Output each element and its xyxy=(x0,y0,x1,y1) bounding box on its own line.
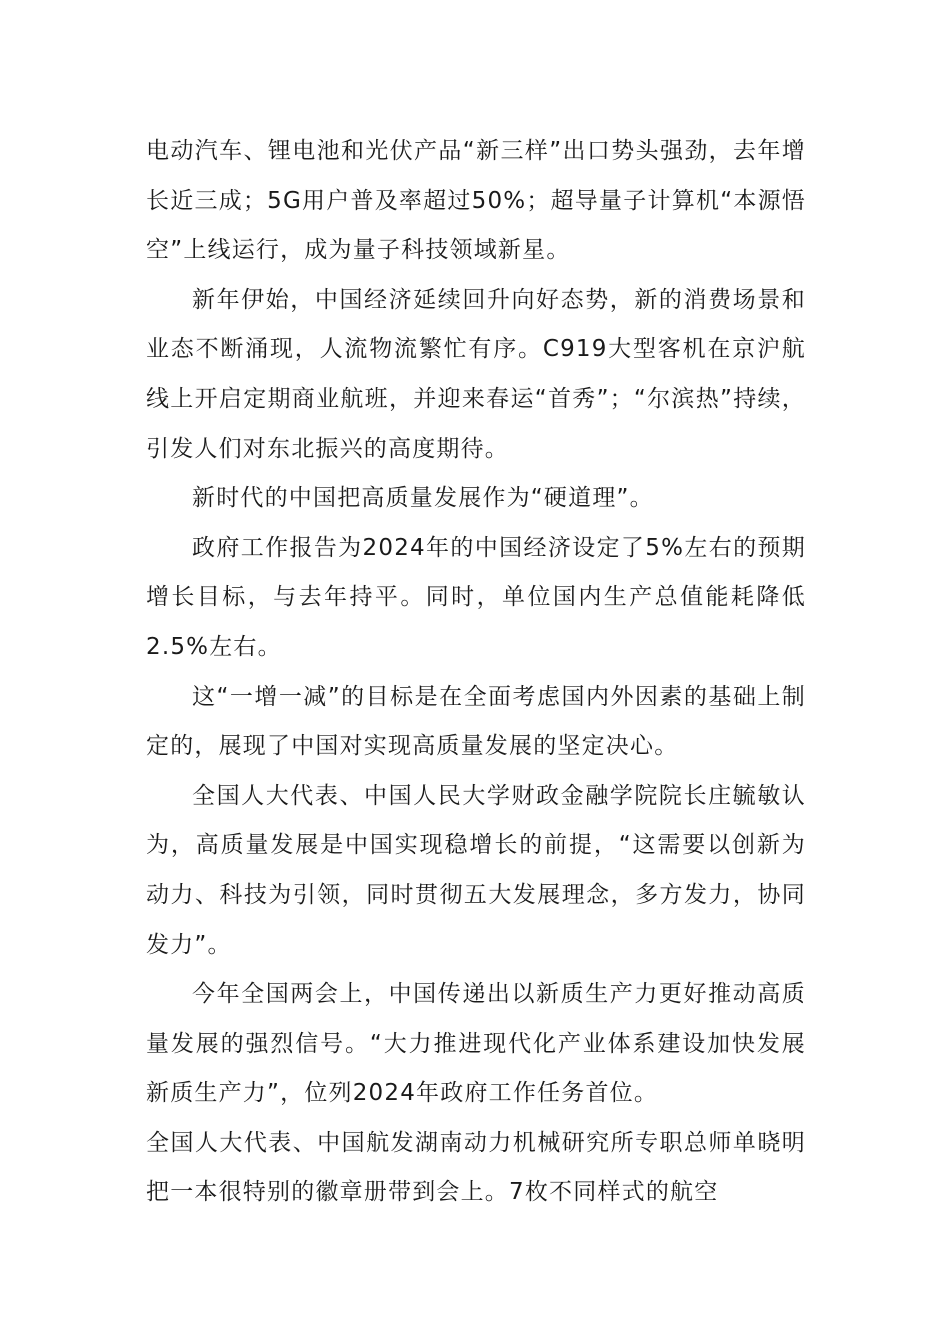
paragraph-3: 新时代的中国把高质量发展作为“硬道理”。 xyxy=(192,485,654,512)
paragraph-6: 全国人大代表、中国人民大学财政金融学院院长庄毓敏认为，高质量发展是中国实现稳增长的前提，“这需要以创新为动力、科技为引领，同时贯彻五大发展理念，多方发力，协同发力”。 xyxy=(146,782,806,958)
document-body xyxy=(146,127,806,1218)
paragraph-5: 这“一增一减”的目标是在全面考虑国内外因素的基础上制定的，展现了中国对实现高质量发展的坚定决心。 xyxy=(146,683,806,760)
paragraph-1: 电动汽车、锂电池和光伏产品“新三样”出口势头强劲，去年增长近三成；5G用户普及率超过50%；超导量子计算机“本源悟空”上线运行，成为量子科技领域新星。 xyxy=(146,138,806,264)
paragraph-8: 全国人大代表、中国航发湖南动力机械研究所专职总师单晓明把一本很特别的徽章册带到会上。7枚不同样式的航空 xyxy=(146,1129,806,1206)
paragraph-2: 新年伊始，中国经济延续回升向好态势，新的消费场景和业态不断涌现，人流物流繁忙有序。C919大型客机在京沪航线上开启定期商业航班，并迎来春运“首秀”；“尔滨热”持续，引发人们对东北振兴的高度期待。 xyxy=(146,286,806,462)
paragraph-4: 政府工作报告为2024年的中国经济设定了5%左右的预期增长目标，与去年持平。同时，单位国内生产总值能耗降低2.5%左右。 xyxy=(146,534,806,660)
paragraph-7: 今年全国两会上，中国传递出以新质生产力更好推动高质量发展的强烈信号。“大力推进现代化产业体系建设加快发展新质生产力”，位列2024年政府工作任务首位。 xyxy=(146,981,806,1107)
